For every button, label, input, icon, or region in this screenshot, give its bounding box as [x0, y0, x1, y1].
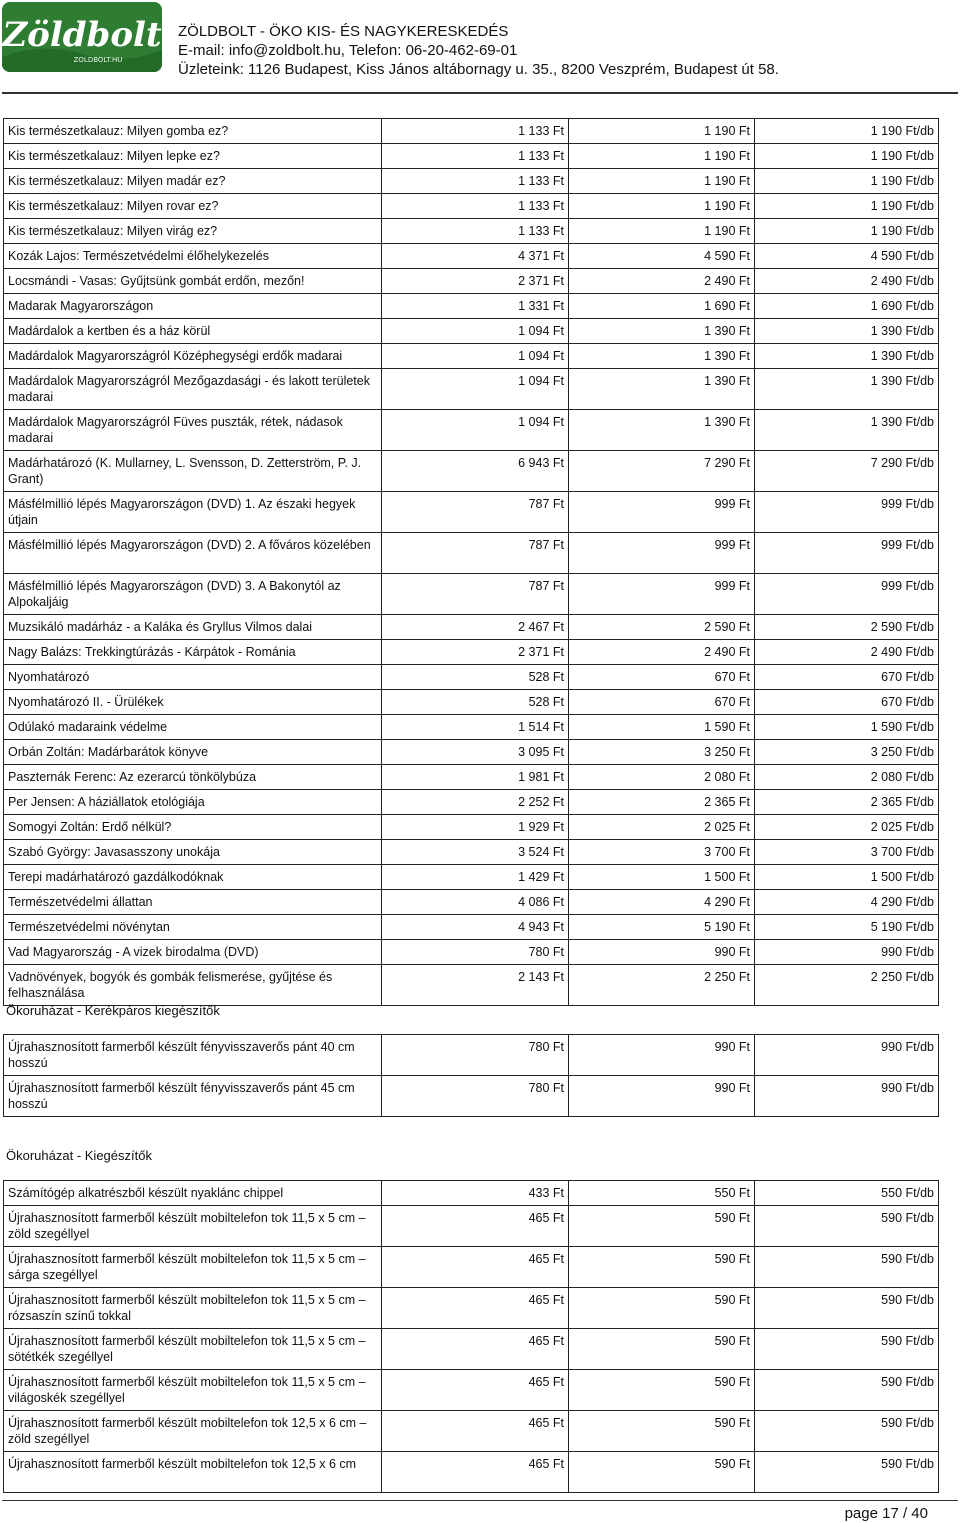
net-price: 2 252 Ft: [382, 790, 569, 815]
net-price: 2 467 Ft: [382, 615, 569, 640]
table-row: [4, 1247, 939, 1288]
product-name: Madárdalok Magyarországról Középhegységi erdők madarai: [4, 344, 382, 369]
gross-price: 670 Ft: [569, 665, 755, 690]
gross-price: 1 590 Ft: [569, 715, 755, 740]
table-row: [4, 344, 939, 369]
gross-price: 2 490 Ft: [569, 269, 755, 294]
gross-price: 990 Ft: [569, 1076, 755, 1117]
table-row: [4, 369, 939, 410]
section-title-accessories: Ökoruházat - Kiegészítők: [6, 1148, 152, 1163]
gross-price: 990 Ft: [569, 940, 755, 965]
product-name: Számítógép alkatrészből készült nyaklánc chippel: [4, 1181, 382, 1206]
table-row: [4, 410, 939, 451]
gross-price: 7 290 Ft: [569, 451, 755, 492]
table-row: [4, 640, 939, 665]
unit-price: 4 290 Ft/db: [755, 890, 939, 915]
price-table-accessories: [3, 1180, 939, 1493]
product-name: Másfélmillió lépés Magyarországon (DVD) 3. A Bakonytól az Alpokaljáig: [4, 574, 382, 615]
company-name: ZÖLDBOLT - ÖKO KIS- ÉS NAGYKERESKEDÉS: [178, 23, 509, 40]
unit-price: 2 025 Ft/db: [755, 815, 939, 840]
table-row: [4, 715, 939, 740]
net-price: 465 Ft: [382, 1206, 569, 1247]
unit-price: 990 Ft/db: [755, 940, 939, 965]
product-name: Természetvédelmi növénytan: [4, 915, 382, 940]
table-row: [4, 1411, 939, 1452]
unit-price: 590 Ft/db: [755, 1247, 939, 1288]
net-price: 2 371 Ft: [382, 640, 569, 665]
net-price: 6 943 Ft: [382, 451, 569, 492]
product-name: Kis természetkalauz: Milyen rovar ez?: [4, 194, 382, 219]
gross-price: 999 Ft: [569, 492, 755, 533]
gross-price: 2 250 Ft: [569, 965, 755, 1006]
unit-price: 7 290 Ft/db: [755, 451, 939, 492]
net-price: 1 981 Ft: [382, 765, 569, 790]
net-price: 1 094 Ft: [382, 344, 569, 369]
table-row: [4, 840, 939, 865]
unit-price: 1 190 Ft/db: [755, 144, 939, 169]
net-price: 465 Ft: [382, 1411, 569, 1452]
table-row: [4, 690, 939, 715]
gross-price: 1 390 Ft: [569, 369, 755, 410]
zoldbolt-logo: [2, 2, 162, 72]
table-row: [4, 533, 939, 574]
unit-price: 2 490 Ft/db: [755, 640, 939, 665]
table-row: [4, 915, 939, 940]
product-name: Per Jensen: A háziállatok etológiája: [4, 790, 382, 815]
unit-price: 1 390 Ft/db: [755, 344, 939, 369]
unit-price: 1 390 Ft/db: [755, 369, 939, 410]
net-price: 1 133 Ft: [382, 194, 569, 219]
unit-price: 590 Ft/db: [755, 1206, 939, 1247]
gross-price: 1 690 Ft: [569, 294, 755, 319]
unit-price: 590 Ft/db: [755, 1370, 939, 1411]
gross-price: 590 Ft: [569, 1452, 755, 1493]
gross-price: 670 Ft: [569, 690, 755, 715]
product-name: Újrahasznosított farmerből készült mobiltelefon tok 11,5 x 5 cm – rózsaszín színű tokkal: [4, 1288, 382, 1329]
product-name: Odúlakó madaraink védelme: [4, 715, 382, 740]
product-name: Muzsikáló madárház - a Kaláka és Gryllus Vilmos dalai: [4, 615, 382, 640]
product-name: Másfélmillió lépés Magyarországon (DVD) 2. A főváros közelében: [4, 533, 382, 574]
gross-price: 1 190 Ft: [569, 119, 755, 144]
table-row: [4, 965, 939, 1006]
gross-price: 590 Ft: [569, 1370, 755, 1411]
product-name: Terepi madárhatározó gazdálkodóknak: [4, 865, 382, 890]
table-row: [4, 740, 939, 765]
unit-price: 1 190 Ft/db: [755, 119, 939, 144]
net-price: 4 371 Ft: [382, 244, 569, 269]
table-row: [4, 219, 939, 244]
net-price: 787 Ft: [382, 533, 569, 574]
product-name: Nagy Balázs: Trekkingtúrázás - Kárpátok - Románia: [4, 640, 382, 665]
product-name: Kis természetkalauz: Milyen lepke ez?: [4, 144, 382, 169]
net-price: 528 Ft: [382, 690, 569, 715]
net-price: 780 Ft: [382, 1035, 569, 1076]
gross-price: 1 500 Ft: [569, 865, 755, 890]
gross-price: 5 190 Ft: [569, 915, 755, 940]
gross-price: 2 590 Ft: [569, 615, 755, 640]
product-name: Újrahasznosított farmerből készült mobiltelefon tok 12,5 x 6 cm – zöld szegéllyel: [4, 1411, 382, 1452]
unit-price: 999 Ft/db: [755, 492, 939, 533]
gross-price: 2 025 Ft: [569, 815, 755, 840]
net-price: 465 Ft: [382, 1288, 569, 1329]
table-row: [4, 665, 939, 690]
net-price: 1 133 Ft: [382, 219, 569, 244]
gross-price: 1 190 Ft: [569, 194, 755, 219]
gross-price: 590 Ft: [569, 1206, 755, 1247]
unit-price: 5 190 Ft/db: [755, 915, 939, 940]
gross-price: 990 Ft: [569, 1035, 755, 1076]
table-row: [4, 492, 939, 533]
table-row: [4, 1370, 939, 1411]
unit-price: 1 690 Ft/db: [755, 294, 939, 319]
net-price: 2 371 Ft: [382, 269, 569, 294]
unit-price: 550 Ft/db: [755, 1181, 939, 1206]
table-row: [4, 1076, 939, 1117]
net-price: 1 133 Ft: [382, 169, 569, 194]
product-name: Kis természetkalauz: Milyen madár ez?: [4, 169, 382, 194]
net-price: 780 Ft: [382, 1076, 569, 1117]
table-row: [4, 244, 939, 269]
table-row: [4, 1206, 939, 1247]
product-name: Madárdalok a kertben és a ház körül: [4, 319, 382, 344]
price-table-books: [3, 118, 939, 1006]
product-name: Újrahasznosított farmerből készült mobiltelefon tok 11,5 x 5 cm – zöld szegéllyel: [4, 1206, 382, 1247]
unit-price: 2 590 Ft/db: [755, 615, 939, 640]
gross-price: 2 080 Ft: [569, 765, 755, 790]
unit-price: 590 Ft/db: [755, 1452, 939, 1493]
product-name: Szabó György: Javasasszony unokája: [4, 840, 382, 865]
table-row: [4, 194, 939, 219]
product-name: Vad Magyarország - A vizek birodalma (DVD): [4, 940, 382, 965]
net-price: 4 086 Ft: [382, 890, 569, 915]
unit-price: 1 590 Ft/db: [755, 715, 939, 740]
net-price: 1 514 Ft: [382, 715, 569, 740]
product-name: Újrahasznosított farmerből készült mobiltelefon tok 11,5 x 5 cm – sárga szegéllyel: [4, 1247, 382, 1288]
gross-price: 1 190 Ft: [569, 169, 755, 194]
header-divider: [2, 92, 958, 94]
net-price: 465 Ft: [382, 1329, 569, 1370]
table-row: [4, 790, 939, 815]
product-name: Másfélmillió lépés Magyarországon (DVD) 1. Az északi hegyek útjain: [4, 492, 382, 533]
gross-price: 2 490 Ft: [569, 640, 755, 665]
unit-price: 990 Ft/db: [755, 1035, 939, 1076]
gross-price: 2 365 Ft: [569, 790, 755, 815]
net-price: 787 Ft: [382, 492, 569, 533]
table-row: [4, 940, 939, 965]
gross-price: 3 250 Ft: [569, 740, 755, 765]
unit-price: 999 Ft/db: [755, 574, 939, 615]
product-name: Kis természetkalauz: Milyen virág ez?: [4, 219, 382, 244]
unit-price: 4 590 Ft/db: [755, 244, 939, 269]
net-price: 1 133 Ft: [382, 144, 569, 169]
section-title-bike-accessories: Ökoruházat - Kerékpáros kiegészítők: [6, 1003, 220, 1018]
unit-price: 3 250 Ft/db: [755, 740, 939, 765]
product-name: Újrahasznosított farmerből készült mobiltelefon tok 12,5 x 6 cm: [4, 1452, 382, 1493]
product-name: Locsmándi - Vasas: Gyűjtsünk gombát erdőn, mezőn!: [4, 269, 382, 294]
gross-price: 590 Ft: [569, 1329, 755, 1370]
unit-price: 670 Ft/db: [755, 665, 939, 690]
unit-price: 3 700 Ft/db: [755, 840, 939, 865]
gross-price: 999 Ft: [569, 533, 755, 574]
logo-subtext: ZOLDBOLT.HU: [73, 56, 123, 64]
product-name: Kis természetkalauz: Milyen gomba ez?: [4, 119, 382, 144]
logo-wordmark: Zöldbolt: [2, 15, 162, 55]
price-table-bike-accessories: [3, 1034, 939, 1117]
gross-price: 3 700 Ft: [569, 840, 755, 865]
unit-price: 590 Ft/db: [755, 1329, 939, 1370]
product-name: Újrahasznosított farmerből készült mobiltelefon tok 11,5 x 5 cm – világoskék szegéllyel: [4, 1370, 382, 1411]
unit-price: 1 500 Ft/db: [755, 865, 939, 890]
net-price: 780 Ft: [382, 940, 569, 965]
gross-price: 1 390 Ft: [569, 344, 755, 369]
page-header: [0, 0, 960, 95]
unit-price: 2 080 Ft/db: [755, 765, 939, 790]
unit-price: 1 390 Ft/db: [755, 410, 939, 451]
net-price: 465 Ft: [382, 1370, 569, 1411]
net-price: 528 Ft: [382, 665, 569, 690]
unit-price: 2 250 Ft/db: [755, 965, 939, 1006]
gross-price: 1 390 Ft: [569, 319, 755, 344]
product-name: Paszternák Ferenc: Az ezerarcú tönkölybúza: [4, 765, 382, 790]
table-row: [4, 890, 939, 915]
net-price: 1 094 Ft: [382, 410, 569, 451]
unit-price: 1 390 Ft/db: [755, 319, 939, 344]
product-name: Újrahasznosított farmerből készült mobiltelefon tok 11,5 x 5 cm – sötétkék szegéllyel: [4, 1329, 382, 1370]
product-name: Természetvédelmi állattan: [4, 890, 382, 915]
table-row: [4, 294, 939, 319]
table-row: [4, 269, 939, 294]
gross-price: 4 290 Ft: [569, 890, 755, 915]
company-stores: Üzleteink: 1126 Budapest, Kiss János altábornagy u. 35., 8200 Veszprém, Budapest út 58.: [178, 61, 779, 78]
table-row: [4, 865, 939, 890]
product-name: Madarak Magyarországon: [4, 294, 382, 319]
product-name: Orbán Zoltán: Madárbarátok könyve: [4, 740, 382, 765]
table-row: [4, 169, 939, 194]
net-price: 1 929 Ft: [382, 815, 569, 840]
gross-price: 590 Ft: [569, 1411, 755, 1452]
net-price: 465 Ft: [382, 1452, 569, 1493]
unit-price: 1 190 Ft/db: [755, 194, 939, 219]
gross-price: 4 590 Ft: [569, 244, 755, 269]
product-name: Kozák Lajos: Természetvédelmi élőhelykezelés: [4, 244, 382, 269]
unit-price: 990 Ft/db: [755, 1076, 939, 1117]
table-row: [4, 144, 939, 169]
table-row: [4, 319, 939, 344]
table-row: [4, 1035, 939, 1076]
table-row: [4, 815, 939, 840]
product-name: Madárhatározó (K. Mullarney, L. Svensson, D. Zetterström, P. J. Grant): [4, 451, 382, 492]
gross-price: 550 Ft: [569, 1181, 755, 1206]
gross-price: 1 190 Ft: [569, 144, 755, 169]
table-row: [4, 574, 939, 615]
unit-price: 1 190 Ft/db: [755, 169, 939, 194]
table-row: [4, 1288, 939, 1329]
unit-price: 590 Ft/db: [755, 1288, 939, 1329]
net-price: 1 094 Ft: [382, 369, 569, 410]
page-number: page 17 / 40: [844, 1505, 928, 1522]
company-info: [178, 22, 779, 79]
table-row: [4, 1452, 939, 1493]
product-name: Újrahasznosított farmerből készült fényvisszaverős pánt 45 cm hosszú: [4, 1076, 382, 1117]
product-name: Vadnövények, bogyók és gombák felismerése, gyűjtése és felhasználása: [4, 965, 382, 1006]
net-price: 787 Ft: [382, 574, 569, 615]
table-row: [4, 615, 939, 640]
net-price: 433 Ft: [382, 1181, 569, 1206]
net-price: 3 524 Ft: [382, 840, 569, 865]
table-row: [4, 765, 939, 790]
net-price: 4 943 Ft: [382, 915, 569, 940]
net-price: 1 429 Ft: [382, 865, 569, 890]
unit-price: 590 Ft/db: [755, 1411, 939, 1452]
table-row: [4, 451, 939, 492]
product-name: Madárdalok Magyarországról Füves puszták, rétek, nádasok madarai: [4, 410, 382, 451]
unit-price: 670 Ft/db: [755, 690, 939, 715]
company-contact: E-mail: info@zoldbolt.hu, Telefon: 06-20-462-69-01: [178, 42, 518, 59]
net-price: 2 143 Ft: [382, 965, 569, 1006]
footer-divider: [2, 1500, 958, 1501]
table-row: [4, 1329, 939, 1370]
net-price: 465 Ft: [382, 1247, 569, 1288]
net-price: 1 133 Ft: [382, 119, 569, 144]
product-name: Somogyi Zoltán: Erdő nélkül?: [4, 815, 382, 840]
unit-price: 1 190 Ft/db: [755, 219, 939, 244]
table-row: [4, 1181, 939, 1206]
table-row: [4, 119, 939, 144]
net-price: 1 331 Ft: [382, 294, 569, 319]
gross-price: 590 Ft: [569, 1288, 755, 1329]
net-price: 3 095 Ft: [382, 740, 569, 765]
product-name: Újrahasznosított farmerből készült fényvisszaverős pánt 40 cm hosszú: [4, 1035, 382, 1076]
product-name: Madárdalok Magyarországról Mezőgazdasági - és lakott területek madarai: [4, 369, 382, 410]
product-name: Nyomhatározó: [4, 665, 382, 690]
net-price: 1 094 Ft: [382, 319, 569, 344]
unit-price: 2 490 Ft/db: [755, 269, 939, 294]
gross-price: 590 Ft: [569, 1247, 755, 1288]
gross-price: 999 Ft: [569, 574, 755, 615]
gross-price: 1 390 Ft: [569, 410, 755, 451]
gross-price: 1 190 Ft: [569, 219, 755, 244]
unit-price: 999 Ft/db: [755, 533, 939, 574]
unit-price: 2 365 Ft/db: [755, 790, 939, 815]
product-name: Nyomhatározó II. - Ürülékek: [4, 690, 382, 715]
